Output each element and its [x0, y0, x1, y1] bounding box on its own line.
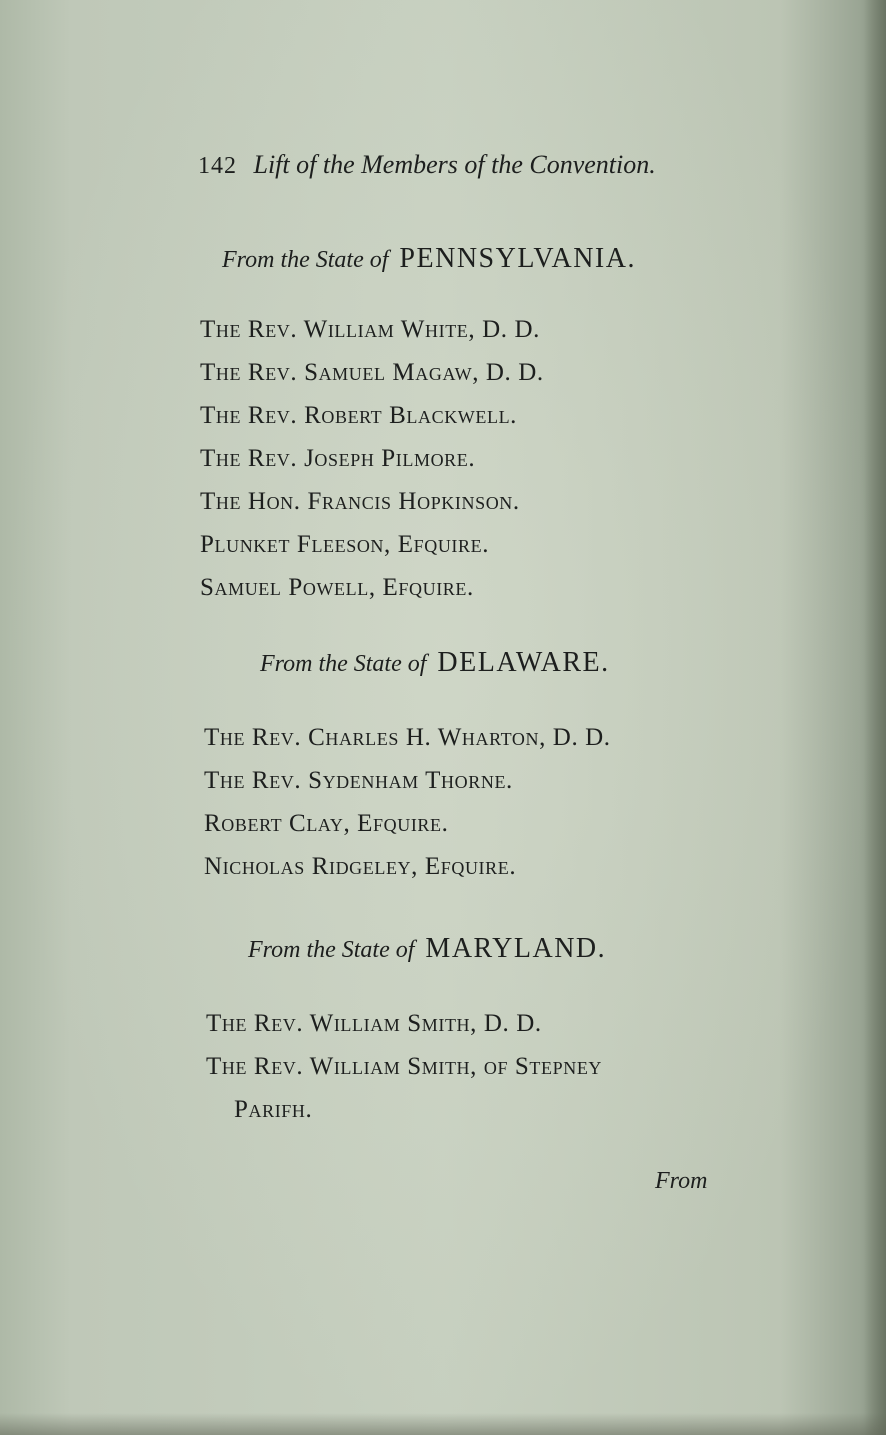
running-title: Lift of the Members of the Convention. — [253, 150, 656, 179]
member-entry: The Rev. William Smith, of Stepney — [206, 1053, 603, 1080]
member-entry: The Hon. Francis Hopkinson. — [200, 488, 520, 515]
member-list-pennsylvania — [200, 308, 544, 609]
section-heading-pennsylvania — [222, 243, 636, 275]
member-entry: The Rev. William White, D. D. — [200, 316, 540, 343]
member-entry: Robert Clay, Efquire. — [204, 810, 449, 837]
member-entry: The Rev. Charles H. Wharton, D. D. — [204, 724, 611, 751]
member-entry: The Rev. Robert Blackwell. — [200, 402, 518, 429]
member-entry: The Rev. Samuel Magaw, D. D. — [200, 359, 544, 386]
catchword: From — [655, 1168, 708, 1194]
section-heading-delaware — [260, 647, 610, 679]
section-heading-prefix: From the State of — [248, 937, 415, 963]
section-heading-state: MARYLAND. — [425, 933, 607, 964]
member-entry: Nicholas Ridgeley, Efquire. — [204, 853, 517, 880]
section-heading-state: DELAWARE. — [437, 647, 610, 678]
member-entry: Plunket Fleeson, Efquire. — [200, 531, 490, 558]
member-entry: The Rev. Sydenham Thorne. — [204, 767, 513, 794]
page-number: 142 — [198, 153, 237, 179]
section-heading-state: PENNSYLVANIA. — [399, 243, 636, 274]
section-heading-maryland — [248, 933, 606, 965]
running-header — [198, 150, 656, 180]
member-entry: The Rev. William Smith, D. D. — [206, 1010, 542, 1037]
member-entry: The Rev. Joseph Pilmore. — [200, 445, 476, 472]
member-list-delaware — [204, 716, 611, 888]
page-edge-shadow — [864, 0, 886, 1435]
section-heading-prefix: From the State of — [222, 247, 389, 273]
member-entry-continuation: Parifh. — [234, 1096, 313, 1123]
member-list-maryland — [206, 1002, 602, 1131]
member-entry: Samuel Powell, Efquire. — [200, 574, 474, 601]
section-heading-prefix: From the State of — [260, 651, 427, 677]
